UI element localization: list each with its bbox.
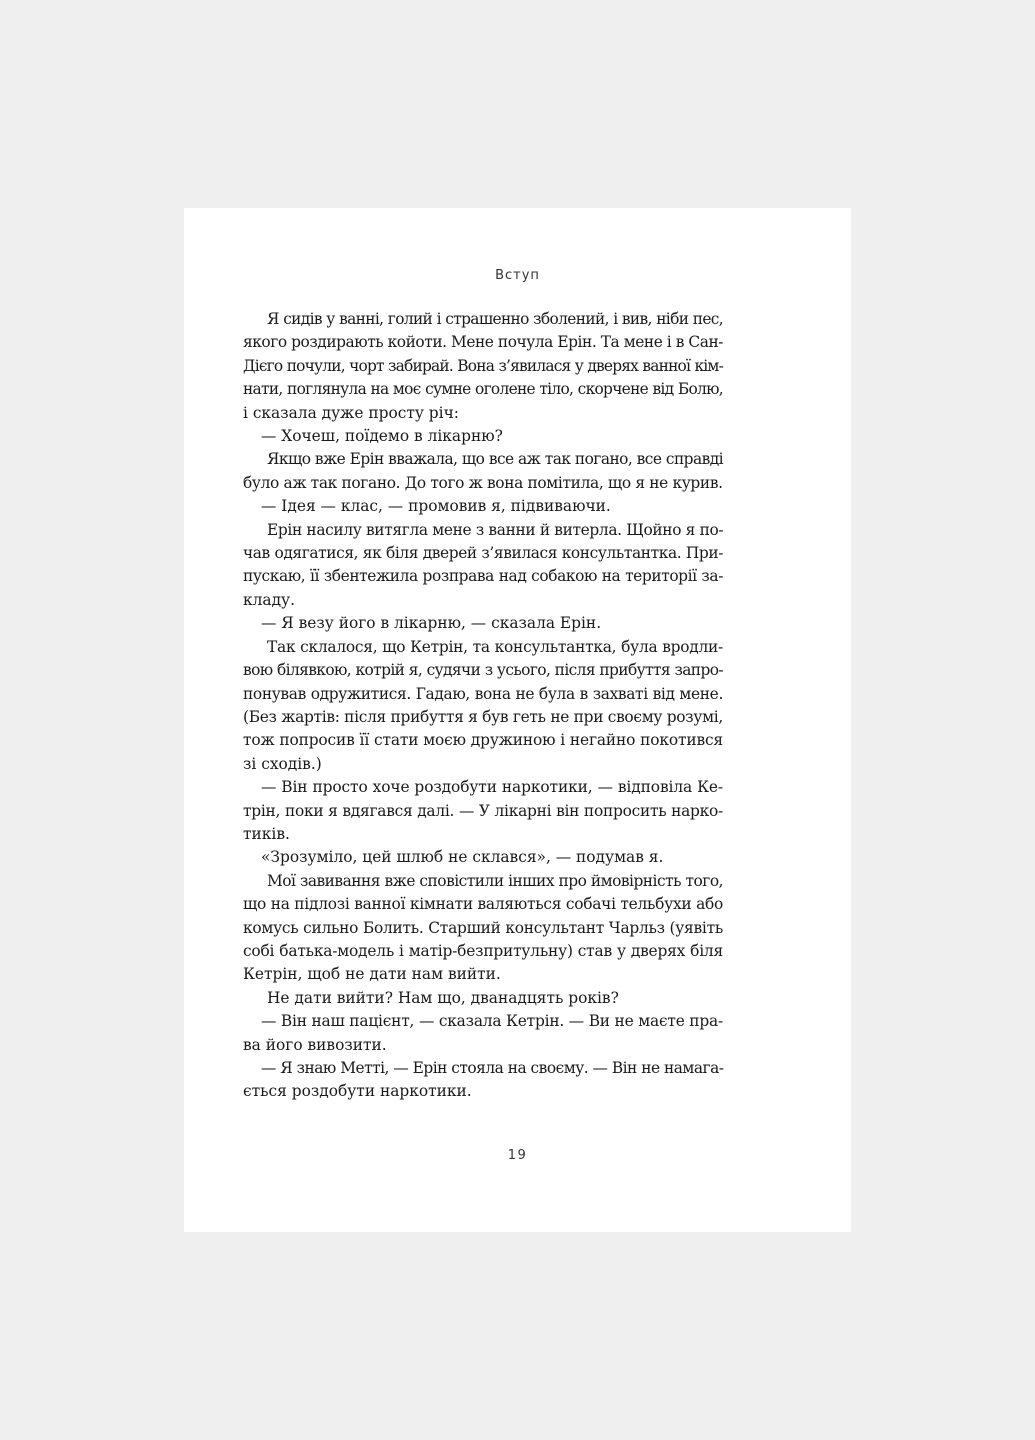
text-line: Якщо вже Ерін вважала, що все аж так погано, все справді [267, 450, 723, 469]
text-line: — Хочеш, поїдемо в лікарню? [261, 427, 503, 446]
running-head: Вступ [495, 268, 540, 283]
text-line: чав одягатися, як біля дверей з’явилася консультантка. При- [243, 544, 723, 563]
text-line: «Зрозуміло, цей шлюб не склався», — подумав я. [261, 848, 664, 867]
text-line: понував одружитися. Гадаю, вона не була в захваті від мене. [243, 684, 723, 703]
text-line: — Він наш пацієнт, — сказала Кетрін. — Ви не маєте пра- [261, 1012, 723, 1031]
text-line: вою білявкою, котрій я, судячи з усього, після прибуття запро- [243, 661, 723, 680]
text-line: Мої завивання вже сповістили інших про ймовірність того, [267, 871, 723, 890]
text-line: Так склалося, що Кетрін, та консультантка, була вродли- [267, 637, 723, 656]
text-line: якого роздирають койоти. Мене почула Ерін. Та мене і в Сан- [243, 333, 723, 352]
text-line: комусь сильно Болить. Старший консультант Чарльз (уявіть [243, 918, 723, 937]
text-line: Кетрін, щоб не дати нам вийти. [243, 965, 501, 984]
text-line: нати, поглянула на моє сумне оголене тіло, скорчене від Болю, [243, 380, 723, 399]
text-line: і сказала дуже просту річ: [243, 403, 459, 422]
text-line: собі батька-модель і матір-безпритульну) став у дверях біля [243, 941, 723, 960]
text-line: — Він просто хоче роздобути наркотики, — відповіла Ке- [261, 778, 723, 797]
text-line: Дієго почули, чорт забирай. Вона з’явилася у дверях ванної кім- [243, 356, 723, 375]
text-line: що на підлозі ванної кімнати валяються собачі тельбухи або [243, 895, 724, 914]
text-line: Ерін насилу витягла мене з ванни й витерла. Щойно я по- [267, 520, 724, 539]
book-page [184, 208, 851, 1232]
text-line: ється роздобути наркотики. [243, 1082, 472, 1101]
text-line: Не дати вийти? Нам що, дванадцять років? [267, 988, 619, 1007]
text-line: зі сходів.) [243, 754, 322, 773]
text-line: пускаю, її збентежила розправа над собакою на території за- [243, 567, 723, 586]
text-line: трін, поки я вдягався далі. — У лікарні він попросить нарко- [243, 801, 723, 820]
text-line: кладу. [243, 590, 295, 609]
text-line: Я сидів у ванні, голий і страшенно зболений, і вив, ніби пес, [267, 310, 723, 328]
text-line: (Без жартів: після прибуття я був геть не при своєму розумі, [243, 707, 723, 726]
text-line: — Я знаю Метті, — Ерін стояла на своєму. — Він не намага- [261, 1059, 724, 1077]
text-line: ва його вивозити. [243, 1035, 387, 1054]
text-line: — Ідея — клас, — промовив я, підвиваючи. [261, 497, 611, 516]
page-number: 19 [507, 1148, 528, 1163]
text-line: тож попросив її стати моєю дружиною і негайно покотився [243, 731, 723, 750]
text-line: тиків. [243, 824, 290, 843]
body-text [243, 308, 723, 1104]
text-line: було аж так погано. До того ж вона помітила, що я не курив. [243, 473, 723, 492]
text-line: — Я везу його в лікарню, — сказала Ерін. [261, 614, 602, 633]
